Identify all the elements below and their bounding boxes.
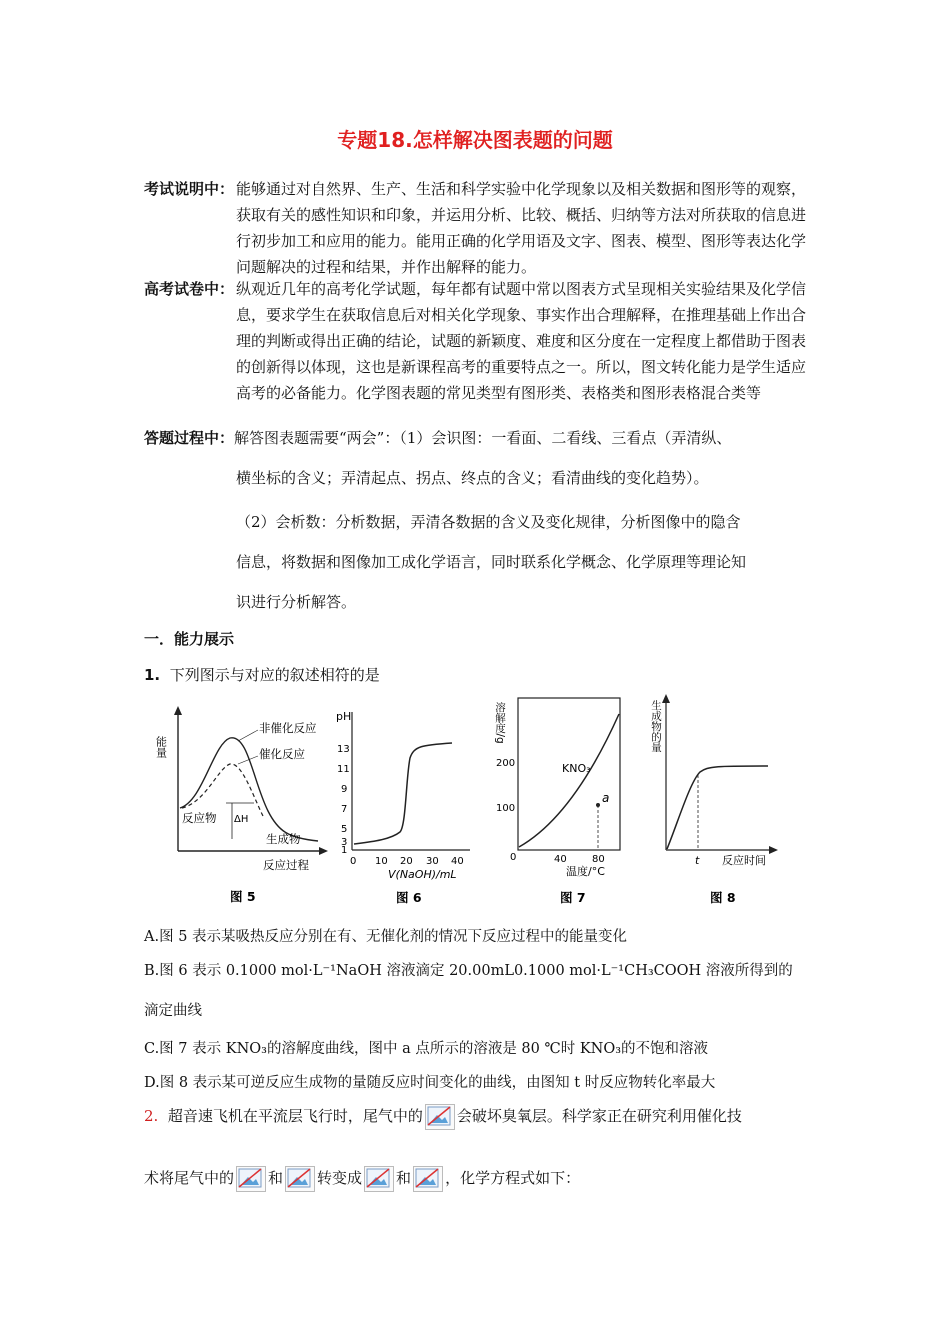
section-line: 解答图表题需要“两会”：（1）会识图：一看面、二看线、三看点（弄清纵、 xyxy=(234,429,732,447)
reactant-label: 反应物 xyxy=(182,811,217,825)
page-title: 专题18.怎样解决图表题的问题 xyxy=(337,128,613,152)
broken-image-icon xyxy=(285,1166,315,1192)
question-text: ，化学方程式如下： xyxy=(445,1169,581,1187)
question-1-stem xyxy=(144,664,380,685)
kno3-curve xyxy=(519,714,619,847)
figure-5-xlabel: 反应过程 xyxy=(263,858,309,872)
figure-5-ylabel: 能量 xyxy=(154,736,168,758)
section-line: （2）会析数：分析数据，弄清各数据的含义及变化规律，分析图像中的隐含 xyxy=(236,513,741,531)
ytick: 13 xyxy=(337,744,350,755)
point-a-label: a xyxy=(602,791,610,805)
section-line: 信息，将数据和图像加工成化学语言，同时联系化学概念、化学原理等理论知 xyxy=(236,553,747,571)
kno3-label: KNO₃ xyxy=(562,762,591,775)
xtick: 40 xyxy=(451,856,464,867)
section-exam-paper xyxy=(144,276,814,406)
broken-image-icon xyxy=(413,1166,443,1192)
section-label: 答题过程中： xyxy=(144,429,235,447)
ytick: 1 xyxy=(341,845,348,856)
question-2-line-1 xyxy=(144,1104,742,1130)
section-line: 横坐标的含义；弄清起点、拐点、终点的含义；看清曲线的变化趋势）。 xyxy=(236,469,709,487)
section-text: 能够通过对自然界、生产、生活和科学实验中化学现象以及相关数据和图形等的观察，获取有关的感性知识和印象，并运用分析、比较、概括、归纳等方法对所获取的信息进行初步加工和应用的能力。能用正确的化学用语及文字、图表、模型、图形等表达化学问题解决的过程和结果，并作出解释的能力。 xyxy=(236,180,807,276)
section-exam-description xyxy=(144,176,814,280)
option-a: A.图 5 表示某吸热反应分别在有、无催化剂的情况下反应过程中的能量变化 xyxy=(144,929,628,945)
xtick: 20 xyxy=(400,856,413,867)
figure-8-xlabel: 反应时间 xyxy=(722,854,766,867)
figure-7-yticks xyxy=(496,758,516,863)
broken-image-icon xyxy=(236,1166,266,1192)
section-answer-process xyxy=(144,427,731,448)
ytick: 11 xyxy=(337,764,350,775)
catalyzed-curve xyxy=(182,764,263,816)
ytick: 0 xyxy=(510,852,517,863)
figure-8-product-amount xyxy=(648,692,778,906)
figure-6-label: 图 6 xyxy=(396,890,422,905)
catalyzed-label: 催化反应 xyxy=(259,747,305,761)
option-c: C.图 7 表示 KNO₃的溶解度曲线，图中 a 点所示的溶液是 80 ℃时 KNO₃的不饱和溶液 xyxy=(144,1041,709,1057)
figure-5-energy-diagram xyxy=(154,706,328,906)
figure-7-xticks xyxy=(554,854,605,865)
option-b: B.图 6 表示 0.1000 mol·L⁻¹NaOH 溶液滴定 20.00mL0.1000 mol·L⁻¹CH₃COOH 溶液所得到的 xyxy=(144,963,793,979)
question-text: 会破坏臭氧层。科学家正在研究利用催化技 xyxy=(456,1107,742,1125)
option-b-continued: 滴定曲线 xyxy=(144,1003,202,1019)
question-text: 下列图示与对应的叙述相符的是 xyxy=(169,666,380,684)
question-text: 和 xyxy=(268,1169,284,1187)
question-text: 和 xyxy=(396,1169,412,1187)
product-label: 生成物 xyxy=(266,832,301,846)
t-label: t xyxy=(695,854,700,867)
option-d: D.图 8 表示某可逆反应生成物的量随反应时间变化的曲线，由图知 t 时反应物转化率最大 xyxy=(144,1075,716,1091)
figure-7-ylabel: 溶解度/g xyxy=(494,702,506,744)
figure-7-label: 图 7 xyxy=(560,890,586,905)
figure-6-yticks xyxy=(337,744,350,856)
ytick: 200 xyxy=(496,758,516,769)
figure-7-solubility-curve xyxy=(494,692,626,906)
xtick: 80 xyxy=(592,854,605,865)
xtick: 0 xyxy=(350,856,357,867)
delta-h-label: ΔH xyxy=(234,814,249,825)
ytick: 3 xyxy=(341,837,348,848)
figure-8-ylabel: 生成物的量 xyxy=(650,700,662,753)
question-number: 1. xyxy=(144,666,161,684)
uncatalyzed-label: 非催化反应 xyxy=(259,721,317,735)
question-text: 转变成 xyxy=(317,1169,363,1187)
figure-7-xlabel: 温度/°C xyxy=(566,865,605,878)
broken-image-icon xyxy=(364,1166,394,1192)
broken-image-icon xyxy=(425,1104,455,1130)
xtick: 10 xyxy=(375,856,388,867)
ytick: 100 xyxy=(496,803,516,814)
section-text: 纵观近几年的高考化学试题，每年都有试题中常以图表方式呈现相关实验结果及化学信息，要求学生在获取信息后对相关化学现象、事实作出合理解释，在推理基础上作出合理的判断或得出正确的结论，试题的新颖度、难度和区分度在一定程度上都借助于图表的创新得以体现，这也是新课程高考的重要特点之一。所以，图文转化能力是学生适应高考的必备能力。化学图表题的常见类型有图形类、表格类和图形表格混合类等 xyxy=(236,280,807,402)
figure-5-label: 图 5 xyxy=(230,889,256,904)
section-label: 高考试卷中： xyxy=(144,280,235,298)
question-text: 术将尾气中的 xyxy=(144,1169,235,1187)
figure-6-ylabel: pH xyxy=(336,710,352,723)
section-label: 考试说明中： xyxy=(144,180,235,198)
figure-6-xticks xyxy=(350,856,464,867)
ytick: 9 xyxy=(341,784,348,795)
xtick: 40 xyxy=(554,854,567,865)
xtick: 30 xyxy=(426,856,439,867)
ytick: 7 xyxy=(341,804,348,815)
figure-6-titration-curve xyxy=(330,708,480,906)
figure-6-xlabel: V(NaOH)/mL xyxy=(388,868,457,881)
question-text: 超音速飞机在平流层飞行时，尾气中的 xyxy=(167,1107,423,1125)
question-2-line-2 xyxy=(144,1166,580,1192)
product-curve xyxy=(667,766,768,849)
figure-8-label: 图 8 xyxy=(710,890,736,905)
section-line: 识进行分析解答。 xyxy=(236,593,357,611)
ytick: 5 xyxy=(341,824,348,835)
heading-ability: 一．能力展示 xyxy=(144,630,235,648)
titration-curve xyxy=(354,743,452,844)
question-number: 2. xyxy=(144,1107,159,1125)
